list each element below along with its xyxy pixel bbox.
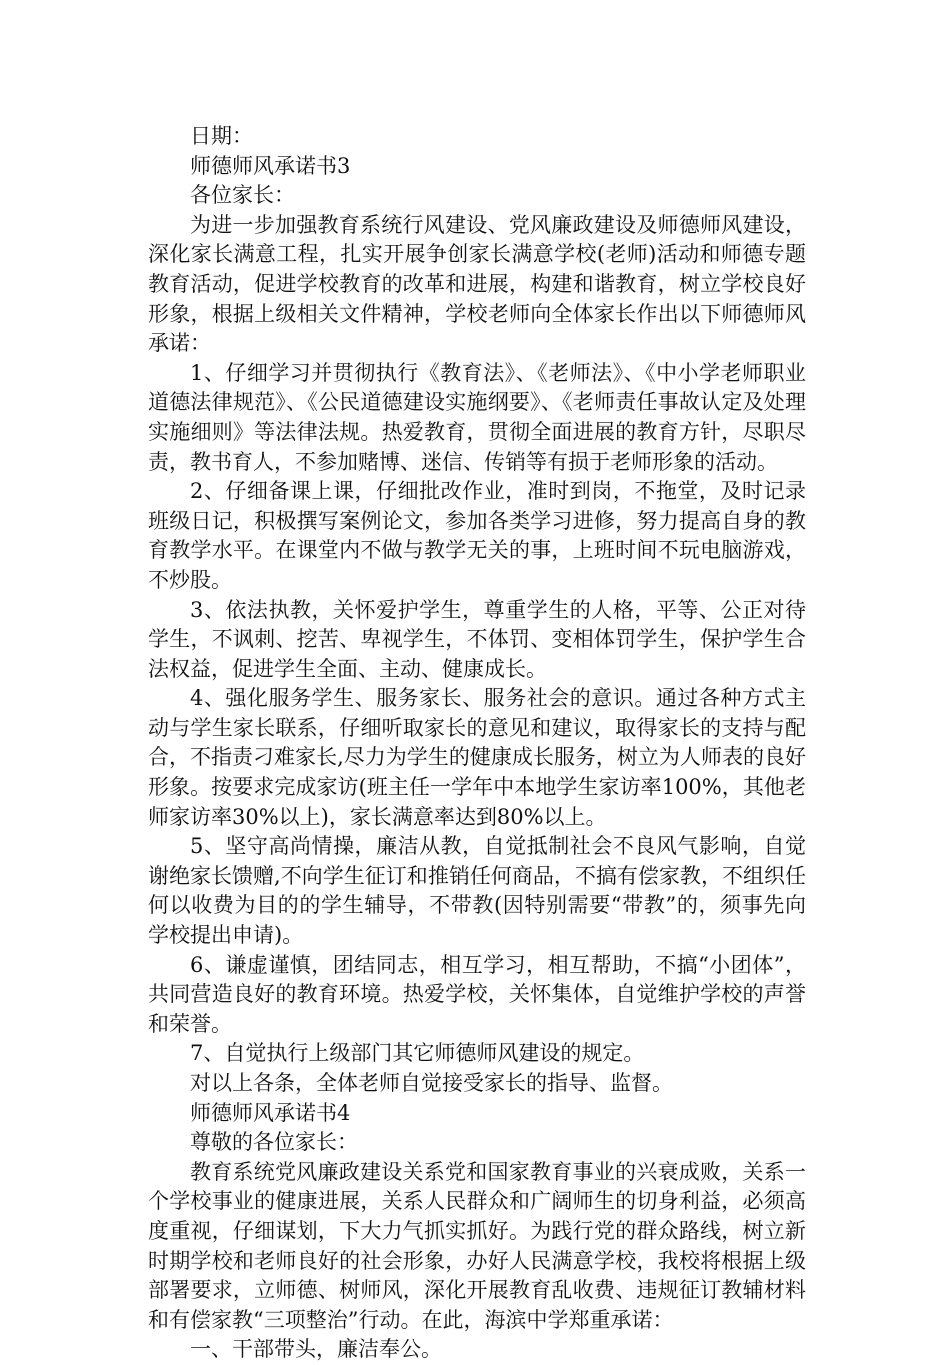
salutation: 各位家长： [190,183,295,208]
intro-paragraph: 为进一步加强教育系统行风建设、党风廉政建设及师德师风建设，深化家长满意工程，扎实开展争创家长满意学校(老师)活动和师德专题教育活动，促进学校教育的改革和进展，构建和谐教育，树立学校良好形象，根据上级相关文件精神，学校老师向全体家长作出以下师德师风承诺： [148,212,806,356]
date-line: 日期： [190,124,253,148]
commitment-item-1: 一、干部带头，廉洁奉公。 [190,1337,442,1362]
salutation-2: 尊敬的各位家长： [190,1130,358,1155]
pledge-item-3: 3、依法执教，关怀爱护学生，尊重学生的人格，平等、公正对待学生，不讽刺、挖苦、卑视学生，不体罚、变相体罚学生，保护学生合法权益，促进学生全面、主动、健康成长。 [148,597,806,681]
pledge-item-2: 2、仔细备课上课，仔细批改作业，准时到岗，不拖堂，及时记录班级日记，积极撰写案例论文，参加各类学习进修，努力提高自身的教育教学水平。在课堂内不做与教学无关的事，上班时间不玩电脑游戏，不炒股。 [148,479,806,592]
closing-paragraph: 对以上各条，全体老师自觉接受家长的指导、监督。 [190,1071,673,1095]
pledge-item-6: 6、谦虚谨慎，团结同志，相互学习，相互帮助，不搞“小团体”，共同营造良好的教育环境。热爱学校，关怀集体，自觉维护学校的声誉和荣誉。 [148,952,806,1036]
intro-paragraph-2: 教育系统党风廉政建设关系党和国家教育事业的兴衰成败，关系一个学校事业的健康进展，关系人民群众和广阔师生的切身利益，必须高度重视，仔细谋划，下大力气抓实抓好。为践行党的群众路线，树立新时期学校和老师良好的社会形象，办好人民满意学校，我校将根据上级部署要求，立师德、树师风，深化开展教育乱收费、违规征订教辅材料和有偿家教“三项整治”行动。在此，海滨中学郑重承诺： [148,1159,806,1332]
pledge-item-4: 4、强化服务学生、服务家长、服务社会的意识。通过各种方式主动与学生家长联系，仔细听取家长的意见和建议，取得家长的支持与配合，不指责刁难家长,尽力为学生的健康成长服务，树立为人师表的良好形象。按要求完成家访(班主任一学年中本地学生家访率100%，其他老师家访率30%以上)，家长满意率达到80%以上。 [148,686,806,829]
section-title-4: 师德师风承诺书4 [190,1100,351,1125]
pledge-item-7: 7、自觉执行上级部门其它师德师风建设的规定。 [190,1041,645,1066]
section-title-3: 师德师风承诺书3 [190,153,351,178]
pledge-item-1: 1、仔细学习并贯彻执行《教育法》、《老师法》、《中小学老师职业道德法律规范》、《公民道德建设实施纲要》、《老师责任事故认定及处理实施细则》等法律法规。热爱教育，贯彻全面进展的教育方针，尽职尽责，教书育人，不参加赌博、迷信、传销等有损于老师形象的活动。 [148,360,806,474]
document-body [148,122,806,1365]
pledge-item-5: 5、坚守高尚情操，廉洁从教，自觉抵制社会不良风气影响，自觉谢绝家长馈赠,不向学生征订和推销任何商品，不搞有偿家教，不组织任何以收费为目的的学生辅导，不带教(因特别需要“带教”的，须事先向学校提出申请)。 [148,834,806,948]
